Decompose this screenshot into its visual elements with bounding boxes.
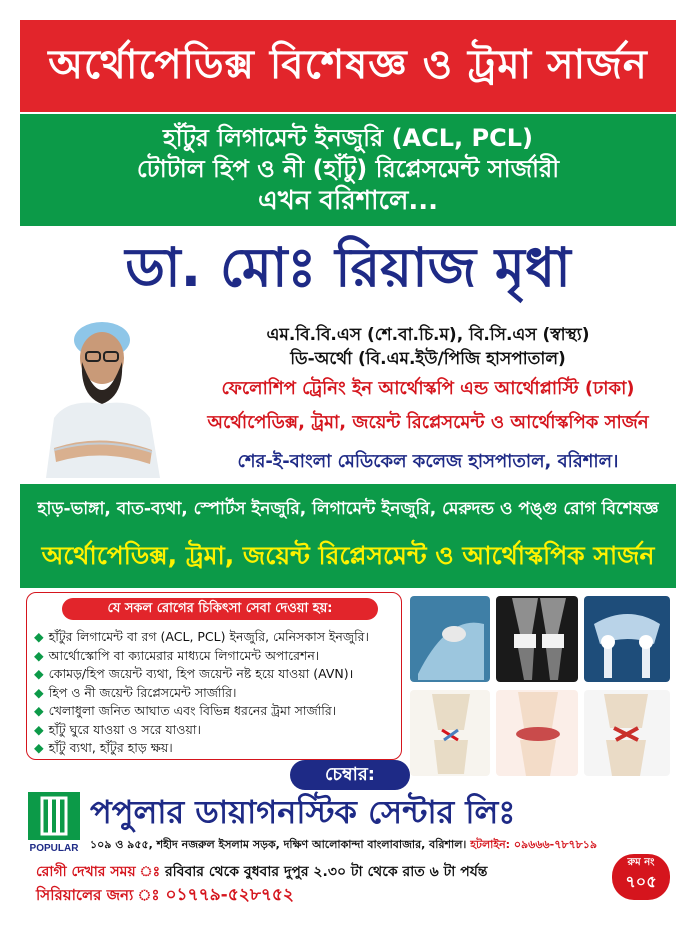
acl-diagram <box>410 690 490 776</box>
service-item: ◆ হাঁটুর লিগামেন্ট বা রগ (ACL, PCL) ইনজুরি, মেনিসকাস ইনজুরি। <box>34 629 370 644</box>
hip-xray <box>584 596 670 682</box>
subheader-line-2: টোটাল হিপ ও নী (হাঁটু) রিপ্লেসমেন্ট সার্জারী <box>136 154 560 183</box>
serial-phone[interactable]: ০১৭৭৯-৫২৮৭৫২ <box>165 885 294 905</box>
chamber-address-line <box>90 836 680 855</box>
visiting-hours <box>36 860 636 884</box>
subheader-band <box>20 114 676 226</box>
subheader-line-3: এখন বরিশালে... <box>257 185 438 216</box>
popular-logo-text: POPULAR <box>29 843 79 854</box>
service-item: ◆ হিপ ও নী জয়েন্ট রিপ্লেসমেন্ট সার্জারি। <box>34 684 237 700</box>
doctor-name: ডা. মোঃ রিয়াজ মৃধা <box>125 236 571 299</box>
diamond-bullet-icon: ◆ <box>34 703 44 718</box>
room-badge <box>612 854 670 900</box>
chamber-address: ১০৯ ও ৯৫৫, শহীদ নজরুল ইসলাম সড়ক, দক্ষিণ আলোকান্দা বাংলাবাজার, বরিশাল। <box>90 838 467 851</box>
diamond-bullet-icon: ◆ <box>34 721 44 737</box>
knee-joint-illustration <box>496 690 578 776</box>
serial-contact <box>36 882 536 910</box>
diamond-bullet-icon: ◆ <box>34 629 44 644</box>
service-item: ◆ হাঁটু ব্যথা, হাঁটুর হাড় ক্ষয়। <box>34 740 173 755</box>
specialty-line-1: হাড়-ভাঙ্গা, বাত-ব্যথা, স্পোর্টস ইনজুরি, লিগামেন্ট ইনজুরি, মেরুদন্ড ও পঙ্গু রোগ বিশেষজ্ঞ <box>37 499 659 519</box>
diamond-bullet-icon: ◆ <box>34 666 44 681</box>
serial-label: সিরিয়ালের জন্য ঃ <box>36 886 160 904</box>
services-heading: যে সকল রোগের চিকিৎসা সেবা দেওয়া হয়: <box>62 598 378 620</box>
knee-xray <box>496 596 578 682</box>
chamber-name: পপুলার ডায়াগনস্টিক সেন্টার লিঃ <box>90 793 516 831</box>
subheader-line-1: হাঁটুর লিগামেন্ট ইনজুরি (ACL, PCL) <box>163 123 533 152</box>
knee-ligament-illustration <box>584 690 670 776</box>
doctor-photo <box>32 300 172 478</box>
credential-surgeon: অর্থোপেডিক্স, ট্রমা, জয়েন্ট রিপ্লেসমেন্ট ও আর্থোস্কপিক সার্জন <box>207 412 649 433</box>
header-title: অর্থোপেডিক্স বিশেষজ্ঞ ও ট্রমা সার্জন <box>48 41 648 88</box>
specialty-line-2: অর্থোপেডিক্স, ট্রমা, জয়েন্ট রিপ্লেসমেন্ট ও আর্থোস্কপিক সার্জন <box>41 541 655 570</box>
diamond-bullet-icon: ◆ <box>34 647 44 663</box>
service-item: ◆ আর্থোস্কোপি বা ক্যামেরার মাধ্যমে লিগামেন্ট অপারেশন। <box>34 647 320 663</box>
room-number: ৭০৫ <box>625 872 657 891</box>
service-item: ◆ কোমড়/হিপ জয়েন্ট ব্যথা, হিপ জয়েন্ট নষ্ট হয়ে যাওয়া (AVN)। <box>34 666 354 681</box>
credential-fellowship: ফেলোশিপ ট্রেনিং ইন আর্থোস্কপি এন্ড আর্থোপ্লাস্টি (ঢাকা) <box>221 378 635 399</box>
diamond-bullet-icon: ◆ <box>34 740 44 755</box>
hotline-label: হটলাইন: <box>470 838 511 851</box>
surgery-photo <box>410 596 490 682</box>
credential-ortho: ডি-অর্থো (বি.এম.ইউ/পিজি হাসপাতাল) <box>290 349 566 369</box>
visiting-hours-label: রোগী দেখার সময় ঃ <box>36 864 161 880</box>
visiting-hours-value: রবিবার থেকে বুধবার দুপুর ২.৩০ টা থেকে রাত ৬ টা পর্যন্ত <box>164 864 488 880</box>
popular-logo <box>28 792 80 854</box>
header-band <box>20 20 676 112</box>
services-list <box>34 628 400 758</box>
service-item: ◆ হাঁটু ঘুরে যাওয়া ও সরে যাওয়া। <box>34 721 201 737</box>
chamber-label: চেম্বার: <box>290 760 410 790</box>
service-item: ◆ খেলাধুলা জনিত আঘাত এবং বিভিন্ন ধরনের ট্রমা সার্জারি। <box>34 703 337 718</box>
room-label: রুম নং <box>627 857 655 868</box>
credential-hospital: শের-ই-বাংলা মেডিকেল কলেজ হাসপাতাল, বরিশাল। <box>237 451 619 472</box>
hotline-number[interactable]: ০৯৬৬৬-৭৮৭৮১৯ <box>513 838 598 851</box>
medical-images-collage <box>408 594 672 778</box>
credential-degrees: এম.বি.বি.এস (শে.বা.চি.ম), বি.সি.এস (স্বাস্থ্য) <box>266 325 590 345</box>
diamond-bullet-icon: ◆ <box>34 684 44 700</box>
